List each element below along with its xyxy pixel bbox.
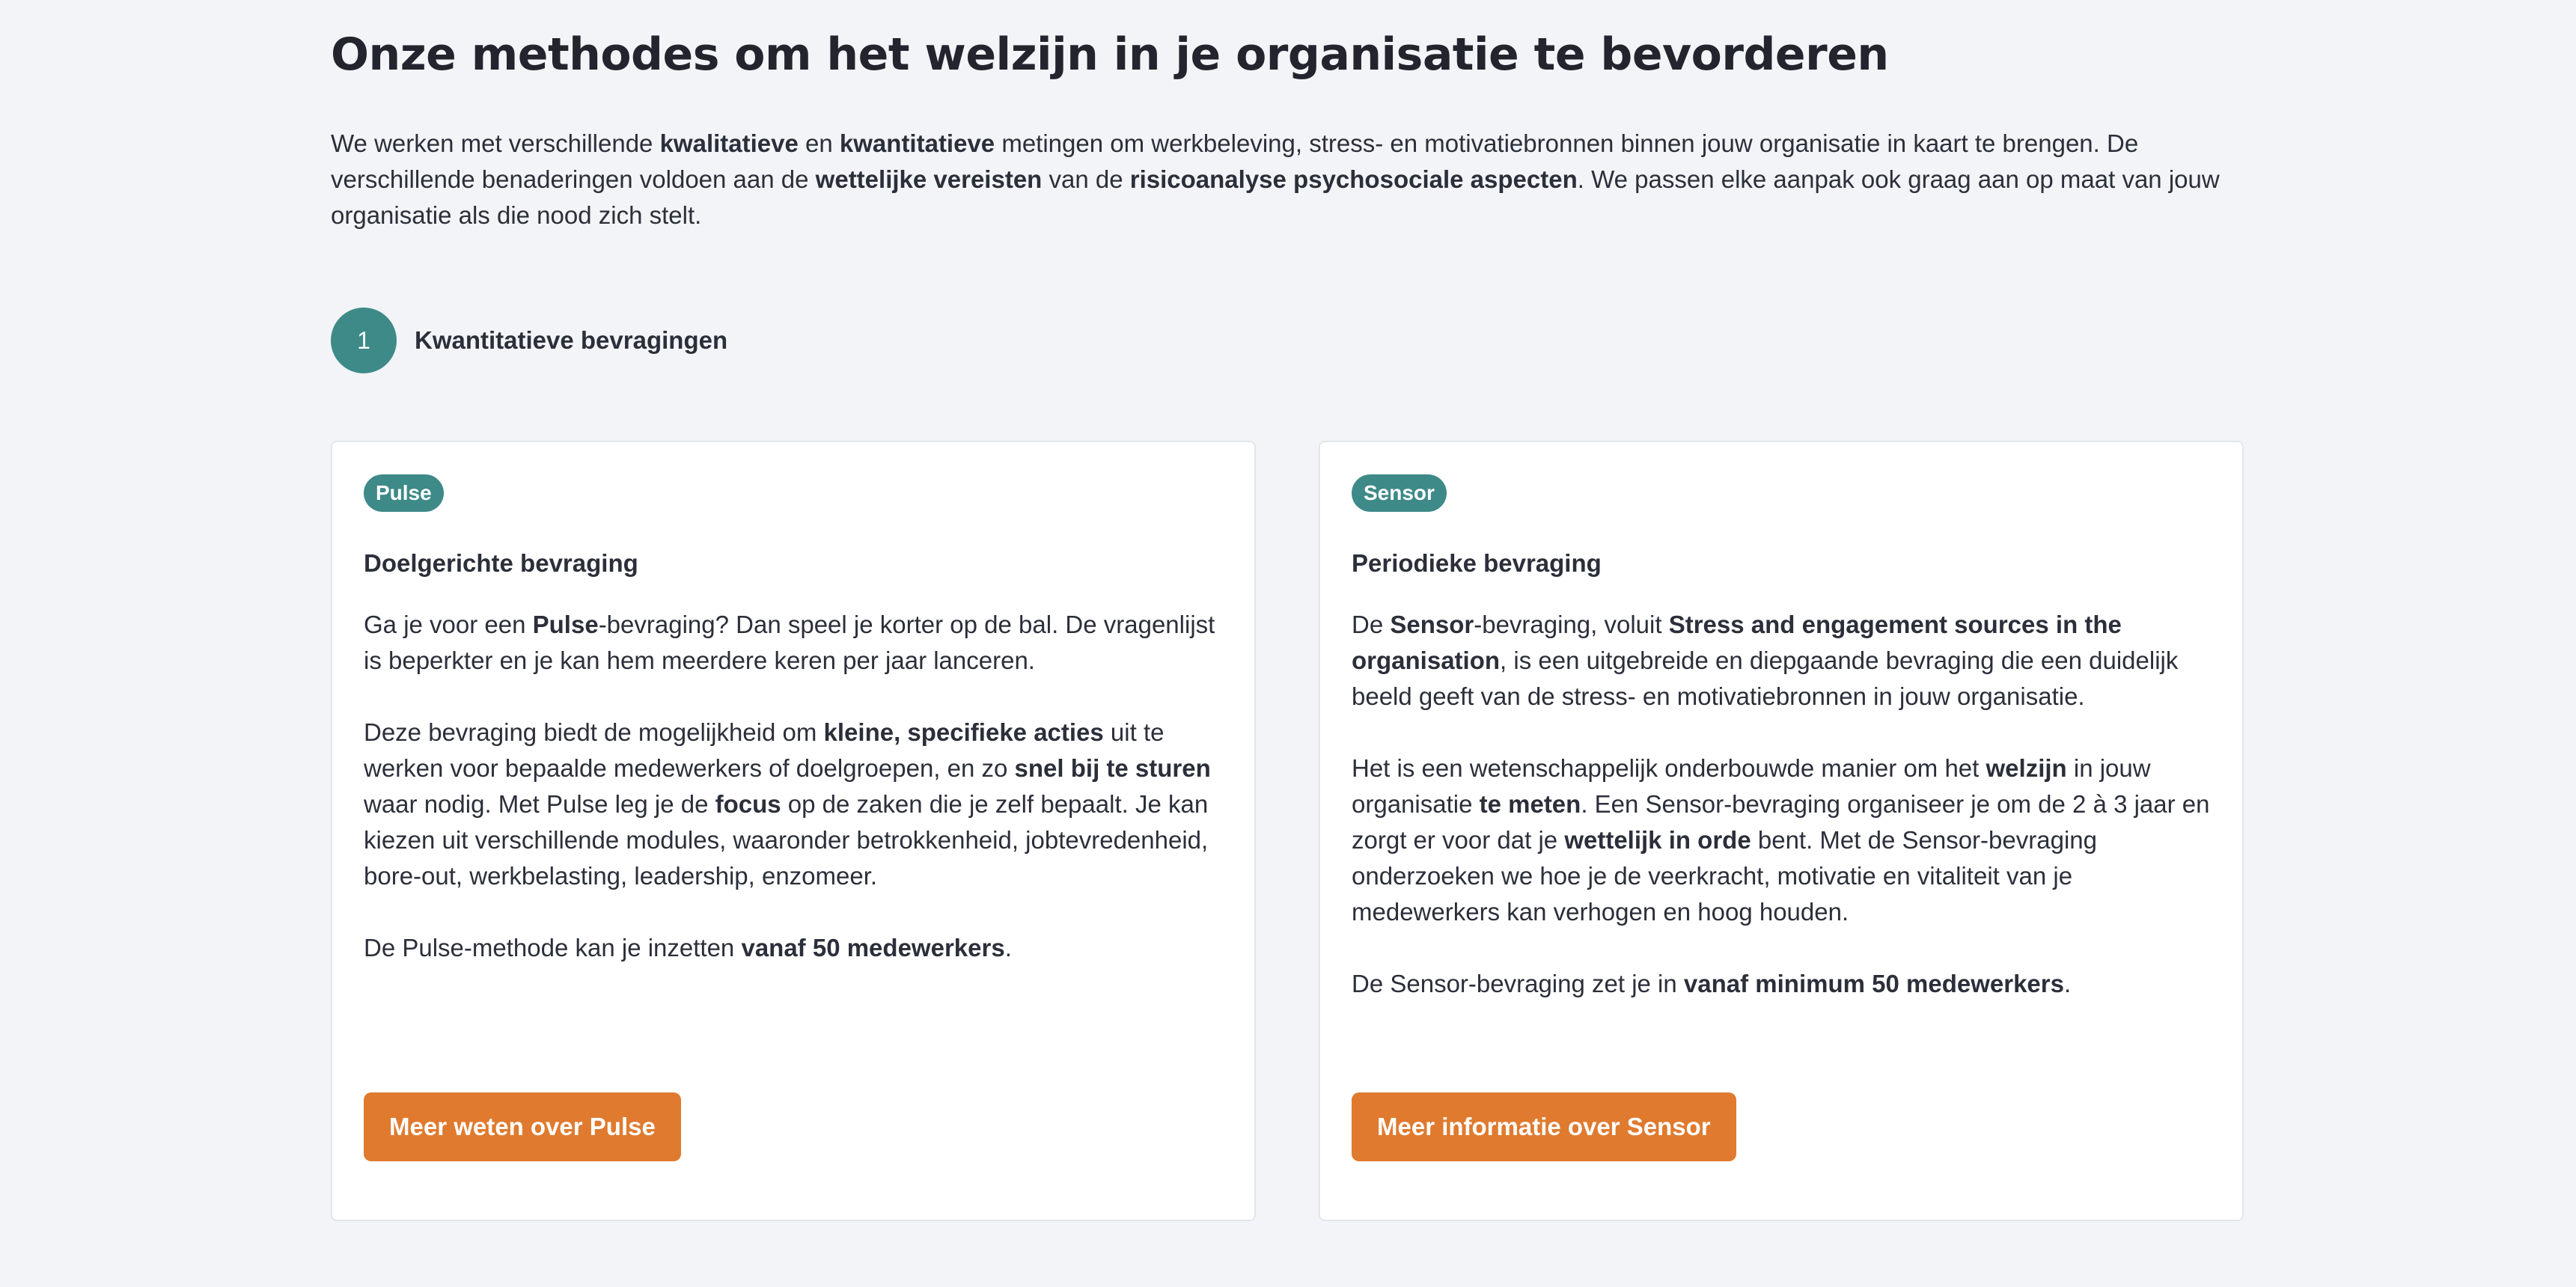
- emphasis-text: Stress and engagement sources in the organisation: [1352, 611, 2122, 674]
- body-text: . We passen elke aanpak ook graag aan op maat van jouw organisatie als die nood zich stelt.: [331, 165, 2220, 229]
- body-text: De: [1352, 611, 1391, 638]
- pulse-card-title: Doelgerichte bevraging: [364, 549, 638, 577]
- step-label: Kwantitatieve bevragingen: [415, 326, 728, 354]
- body-text: bent. Met de Sensor-bevraging onderzoeken we hoe je de veerkracht, motivatie en vitaliteit van je medewerkers kan verhogen en hoog houden.: [1352, 826, 2097, 926]
- pulse-card-body: [364, 607, 1224, 1002]
- sensor-paragraph-3: [1352, 966, 2212, 1002]
- body-text: .: [2063, 970, 2072, 997]
- emphasis-text: snel bij te sturen: [1014, 754, 1211, 782]
- body-text: We werken met verschillende: [331, 129, 660, 157]
- body-text: De Sensor-bevraging zet je in: [1352, 970, 1684, 997]
- emphasis-text: kwantitatieve: [839, 129, 995, 157]
- sensor-badge: Sensor: [1352, 474, 1447, 512]
- body-text: op de zaken die je zelf bepaalt. Je kan kiezen uit verschillende modules, waaronder betrokkenheid, jobtevredenheid, bore-out, werkbelasting, leadership, enzomeer.: [364, 790, 1209, 890]
- body-text: -bevraging, voluit: [1474, 611, 1669, 638]
- sensor-more-info-button[interactable]: Meer informatie over Sensor: [1352, 1092, 1736, 1161]
- emphasis-text: Sensor: [1390, 611, 1474, 638]
- intro-paragraph: [331, 126, 2247, 233]
- pulse-card: [331, 441, 1256, 1221]
- pulse-badge: Pulse: [364, 474, 444, 512]
- body-text: Deze bevraging biedt de mogelijkheid om: [364, 718, 824, 746]
- page-title: Onze methodes om het welzijn in je organisatie te bevorderen: [331, 28, 1889, 81]
- sensor-card-body: [1352, 607, 2212, 1038]
- sensor-card-title: Periodieke bevraging: [1352, 549, 1602, 577]
- sensor-paragraph-2: [1352, 751, 2212, 930]
- body-text: en: [798, 129, 840, 157]
- sensor-paragraph-1: [1352, 607, 2212, 715]
- body-text: uit te werken voor bepaalde medewerkers of doelgroepen, en zo: [364, 718, 1165, 782]
- body-text: van de: [1042, 165, 1130, 193]
- pulse-more-info-button[interactable]: Meer weten over Pulse: [364, 1092, 681, 1161]
- step-heading: [331, 308, 727, 373]
- emphasis-text: risicoanalyse psychosociale aspecten: [1129, 165, 1578, 193]
- pulse-paragraph-1: [364, 607, 1224, 679]
- emphasis-text: kleine, specifieke acties: [823, 718, 1104, 746]
- pulse-paragraph-2: [364, 715, 1224, 894]
- emphasis-text: welzijn: [1986, 754, 2067, 782]
- emphasis-text: vanaf minimum 50 medewerkers: [1683, 970, 2064, 997]
- emphasis-text: vanaf 50 medewerkers: [741, 934, 1005, 962]
- body-text: , is een uitgebreide en diepgaande bevraging die een duidelijk beeld geeft van de stress- en motivatiebronnen in jouw organisatie.: [1352, 646, 2179, 710]
- body-text: -bevraging? Dan speel je korter op de bal. De vragenlijst is beperkter en je kan hem meerdere keren per jaar lanceren.: [364, 611, 1215, 674]
- body-text: in jouw organisatie: [1352, 754, 2151, 818]
- body-text: Ga je voor een: [364, 611, 533, 638]
- emphasis-text: wettelijk in orde: [1564, 826, 1751, 854]
- body-text: De Pulse-methode kan je inzetten: [364, 934, 742, 962]
- body-text: .: [1004, 934, 1012, 962]
- step-number-badge: 1: [331, 308, 397, 373]
- pulse-paragraph-3: [364, 930, 1224, 966]
- body-text: metingen om werkbeleving, stress- en motivatiebronnen binnen jouw organisatie in kaart te brengen. De verschillende benaderingen voldoen aan de: [331, 129, 2139, 193]
- emphasis-text: Pulse: [532, 611, 599, 638]
- emphasis-text: kwalitatieve: [659, 129, 799, 157]
- body-text: . Een Sensor-bevraging organiseer je om de 2 à 3 jaar en zorgt er voor dat je: [1352, 790, 2210, 854]
- body-text: Het is een wetenschappelijk onderbouwde manier om het: [1352, 754, 1986, 782]
- body-text: waar nodig. Met Pulse leg je de: [364, 790, 715, 818]
- sensor-card: [1319, 441, 2244, 1221]
- emphasis-text: focus: [715, 790, 781, 818]
- emphasis-text: te meten: [1479, 790, 1581, 818]
- emphasis-text: wettelijke vereisten: [815, 165, 1043, 193]
